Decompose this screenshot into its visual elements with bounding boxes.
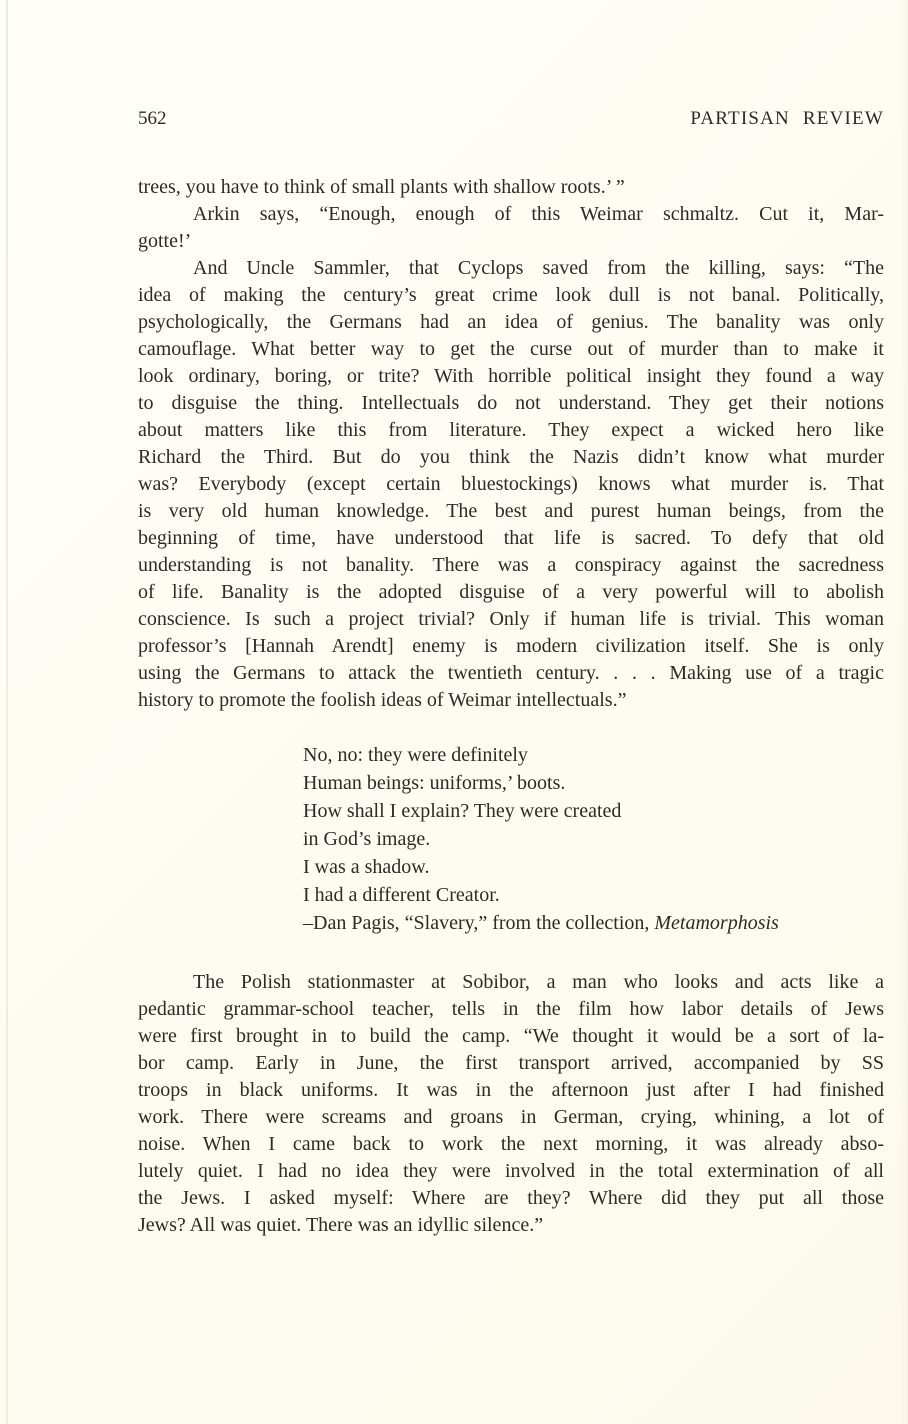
- text-line: lutely quiet. I had no idea they were involved in the total extermination of all: [138, 1160, 884, 1182]
- text-line: Richard the Third. But do you think the Nazis didn’t know what murder: [138, 446, 884, 468]
- text-line: look ordinary, boring, or trite? With horrible political insight they found a way: [138, 365, 884, 387]
- text-line: was? Everybody (except certain bluestockings) knows what murder is. That: [138, 473, 884, 495]
- text-line: were first brought in to build the camp. “We thought it would be a sort of la-: [138, 1025, 884, 1047]
- text-line: the Jews. I asked myself: Where are they? Where did they put all those: [138, 1187, 884, 1209]
- text-line: Arkin says, “Enough, enough of this Weimar schmaltz. Cut it, Mar-: [193, 203, 884, 225]
- journal-title: PARTISAN REVIEW: [690, 108, 884, 129]
- text-line: gotte!’: [138, 230, 192, 252]
- text-line: to disguise the thing. Intellectuals do not understand. They get their notions: [138, 392, 884, 414]
- text-line: understanding is not banality. There was a conspiracy against the sacredness: [138, 554, 884, 576]
- poem-collection-title: Metamorphosis: [654, 912, 779, 934]
- text-line: using the Germans to attack the twentieth century. . . . Making use of a tragic: [138, 662, 884, 684]
- text-line: idea of making the century’s great crime look dull is not banal. Politically,: [138, 284, 884, 306]
- prose-block-closing: [138, 969, 884, 1239]
- text-line: pedantic grammar-school teacher, tells in the film how labor details of Jews: [138, 998, 884, 1020]
- text-line: beginning of time, have understood that life is sacred. To defy that old: [138, 527, 884, 549]
- page-number: 562: [138, 108, 167, 129]
- page-right-edge-shade: [898, 0, 908, 1424]
- text-line: history to promote the foolish ideas of Weimar intellectuals.”: [138, 689, 627, 711]
- poem-line: I had a different Creator.: [303, 884, 500, 906]
- page-body: [138, 174, 884, 1239]
- poem-block: [303, 741, 884, 937]
- poem-line: How shall I explain? They were created: [303, 800, 622, 822]
- text-line: of life. Banality is the adopted disguise of a very powerful will to abolish: [138, 581, 884, 603]
- text-line: conscience. Is such a project trivial? Only if human life is trivial. This woman: [138, 608, 884, 630]
- text-line: The Polish stationmaster at Sobibor, a man who looks and acts like a: [193, 971, 884, 993]
- poem-line: in God’s image.: [303, 828, 431, 850]
- text-line: is very old human knowledge. The best and purest human beings, from the: [138, 500, 884, 522]
- poem-line: No, no: they were definitely: [303, 744, 528, 766]
- text-line: bor camp. Early in June, the first transport arrived, accompanied by SS: [138, 1052, 884, 1074]
- text-line: trees, you have to think of small plants with shallow roots.’ ”: [138, 176, 625, 198]
- text-line: camouflage. What better way to get the curse out of murder than to make it: [138, 338, 884, 360]
- text-line: And Uncle Sammler, that Cyclops saved from the killing, says: “The: [193, 257, 884, 279]
- text-line: work. There were screams and groans in German, crying, whining, a lot of: [138, 1106, 884, 1128]
- text-line: about matters like this from literature. They expect a wicked hero like: [138, 419, 884, 441]
- text-line: Jews? All was quiet. There was an idyllic silence.”: [138, 1214, 544, 1236]
- text-line: noise. When I came back to work the next morning, it was already abso-: [138, 1133, 884, 1155]
- text-line: professor’s [Hannah Arendt] enemy is modern civilization itself. She is only: [138, 635, 884, 657]
- page-left-edge-line: [6, 0, 8, 1424]
- running-head: [138, 108, 884, 130]
- text-line: troops in black uniforms. It was in the afternoon just after I had finished: [138, 1079, 884, 1101]
- poem-attribution: [303, 909, 884, 937]
- prose-block-top: [138, 174, 884, 714]
- poem-line: I was a shadow.: [303, 856, 430, 878]
- text-line: psychologically, the Germans had an idea of genius. The banality was only: [138, 311, 884, 333]
- poem-line: Human beings: uniforms,’ boots.: [303, 772, 566, 794]
- poem-attribution-text: –Dan Pagis, “Slavery,” from the collection,: [303, 912, 655, 934]
